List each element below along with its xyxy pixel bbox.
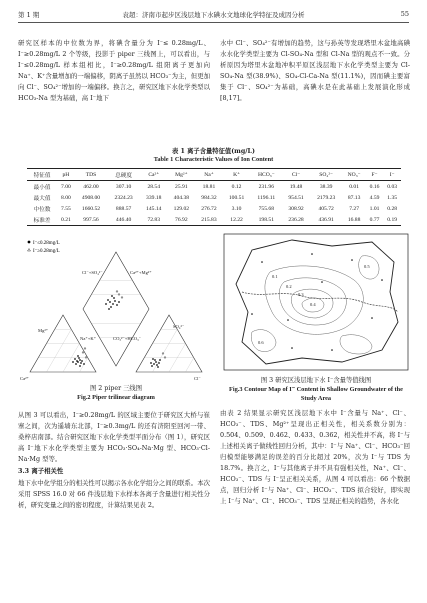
paragraph-correlation-results: 由表 2 结果显示研究区浅层地下水中 I⁻含量与 Na⁺、Cl⁻、HCO₃⁻、TDS、Mg²⁺呈现出正相关性，相关系数分别为：0.504、0.509、0.462、0.433、0.362，相关性并不高，将 I⁻与上述相关离子做线性回归分析，其中：I⁻与 Na⁺、Cl⁻、HCO₃⁻回归模型能够满足的误差的百分比超过 20%，次为 I⁻与 TDS 为 18.7%。换言之，I⁻与其他离子并不具有强相关性，Na⁺、Cl⁻、HCO₃⁻、TDS 与 I⁻呈正相关关系，从图 4 可以看出：66 个数据点，回归分析 I⁻与 Na⁺、Cl⁻、HCO₃⁻、TDS 拟合较好，即实现上 I⁻与 Na⁺、Cl⁻、HCO₃⁻、TDS 呈现正相关的趋势，各水化 bbox=[220, 409, 410, 505]
contour-label: 0.5 bbox=[364, 264, 370, 269]
table-cell: 446.40 bbox=[115, 216, 132, 223]
piper-points-diamond bbox=[105, 295, 120, 310]
table1-caption-cn: 表 1 离子含量特征值(mg/L) bbox=[172, 148, 255, 155]
clso4-axis-label: Cl⁻+SO₄²⁻ bbox=[82, 270, 103, 275]
camg-axis-label: Ca²⁺+Mg²⁺ bbox=[130, 270, 152, 275]
legend-label-low: I⁻≤0.28mg/L bbox=[33, 241, 60, 246]
table-cell: 19.48 bbox=[289, 183, 303, 190]
table-cell: 7.27 bbox=[349, 205, 359, 212]
table-header: K⁺ bbox=[233, 171, 241, 178]
table-cell: 7.00 bbox=[61, 183, 71, 190]
table-cell: 308.92 bbox=[288, 205, 304, 212]
table-cell: 18.81 bbox=[202, 183, 216, 190]
table-cell: 最小值 bbox=[33, 184, 51, 191]
contour-label: 0.3 bbox=[298, 292, 304, 297]
table-cell: 339.18 bbox=[146, 194, 162, 201]
paragraph-piper-intro: 研究区样本的中位数为界，将碘含量分为 I⁻≤ 0.28mg/L、I⁻≥0.28mg/L 2 个等级，投影于 piper 三线图上，可以看出，与 I⁻≤0.28mg/L 样本组相比，I⁻≥0.28mg/L 组阳离子更加向 Na⁺、K⁺含量增加的一端偏移，阴离子虽然以 HCO₃⁻为主，但更加向 Cl⁻、SO₄²⁻增加的一端偏移。换言之，研究区地下水化学类型以 HCO₃-Na 型为基础，高 I⁻地下 bbox=[18, 39, 210, 102]
cl-axis-label: Cl⁻ bbox=[194, 376, 201, 381]
piper-points-cation bbox=[72, 355, 85, 367]
table-cell: 436.91 bbox=[318, 216, 334, 223]
table-cell: 405.72 bbox=[318, 205, 334, 212]
piper-axis-labels bbox=[20, 270, 201, 381]
table-row bbox=[27, 203, 401, 214]
contour-label: 0.4 bbox=[310, 302, 316, 307]
table-header: Ca²⁺ bbox=[148, 171, 160, 178]
table-cell: 129.02 bbox=[173, 205, 190, 212]
running-header bbox=[18, 10, 409, 23]
table-cell: 12.22 bbox=[230, 216, 243, 223]
fig3-caption-en: Fig.3 Contour Map of I⁻ Content in Shallow Groundwater of the Study Area bbox=[229, 386, 403, 402]
table-cell: 307.10 bbox=[115, 183, 132, 190]
table-cell: 4908.00 bbox=[81, 194, 101, 201]
table-header: 特征值 bbox=[33, 172, 51, 179]
piper-points-anion bbox=[150, 358, 161, 368]
table-cell: 888.57 bbox=[115, 205, 132, 212]
table-header: I⁻ bbox=[389, 171, 395, 178]
fig2-caption bbox=[18, 384, 214, 402]
table-header: HCO₃⁻ bbox=[257, 171, 275, 178]
table-cell: 3.10 bbox=[231, 205, 242, 212]
table-cell: 87.13 bbox=[347, 194, 361, 201]
table-cell: 7.55 bbox=[61, 205, 71, 212]
paragraph-correlation-method: 地下水中化学组分的相关性可以揭示各水化学组分之间的联系。本次采用 SPSS 16.0 对 66 件浅层地下水样本各离子含量进行相关性分析，研究变量之间的密切程度，计算结果见表 2。 bbox=[18, 479, 210, 509]
paragraph-tarim-comparison: 水中 Cl⁻、SO₄²⁻有增加的趋势，这与孙英等发现塔里木盆地高碘水水化学类型主要为 Cl-SO₄-Na 型和 Cl-Na 型的观点不一致。分析原因为塔里木盆地冲积平原区浅层地下水化学类型主要为 Cl-SO₄-Na 型(38.9%)、SO₄-Cl-Ca-Na 型(11.1%)，因而碘主要富集于 Cl⁻、SO₄²⁻为基础，高碘水是在此基础上发展演化形成[8,17]。 bbox=[220, 39, 410, 102]
issue-number: 第 1 期 bbox=[18, 11, 40, 19]
section-heading: 3.3 离子相关性 bbox=[18, 467, 64, 475]
contour-label: 0.1 bbox=[272, 274, 278, 279]
table-cell: 1.35 bbox=[387, 194, 398, 201]
table-cell: 标准差 bbox=[33, 217, 51, 224]
table-cell: 404.38 bbox=[173, 194, 190, 201]
legend-label-high: I⁻≥0.28mg/L bbox=[33, 249, 60, 254]
table-cell: 72.83 bbox=[147, 216, 161, 223]
iodine-contour-map bbox=[222, 232, 410, 372]
table-header: pH bbox=[62, 171, 70, 178]
legend-marker-low bbox=[28, 241, 31, 244]
table-cell: 1660.52 bbox=[81, 205, 101, 212]
piper-legend bbox=[28, 241, 60, 254]
table-cell: 28.54 bbox=[147, 183, 161, 190]
fig2-caption-en: Fig.2 Piper trilinear diagram bbox=[77, 394, 155, 401]
fig2-caption-cn: 图 2 piper 三线图 bbox=[89, 385, 142, 392]
table-cell: 0.12 bbox=[231, 183, 242, 190]
mg-axis-label: Mg²⁺ bbox=[38, 328, 49, 333]
table-cell: 16.88 bbox=[347, 216, 361, 223]
table-cell: 2179.23 bbox=[317, 194, 336, 201]
fig3-caption bbox=[222, 376, 410, 403]
table-cell: 0.77 bbox=[369, 216, 380, 223]
table-header: Cl⁻ bbox=[291, 171, 301, 178]
table-cell: 0.03 bbox=[387, 183, 398, 190]
table-header: SO₄²⁻ bbox=[319, 171, 334, 178]
table-cell: 954.51 bbox=[288, 194, 304, 201]
table-header: 总硬度 bbox=[115, 172, 133, 179]
running-title: 袁超：济南市起步区浅层地下水碘水文地球化学特征及成因分析 bbox=[122, 11, 305, 19]
table-cell: 0.16 bbox=[369, 183, 380, 190]
table-header: Mg²⁺ bbox=[175, 171, 188, 178]
table-cell: 76.92 bbox=[175, 216, 188, 223]
table-cell: 最大值 bbox=[33, 195, 51, 202]
hco3-axis-label: CO₃²⁻+HCO₃⁻ bbox=[113, 336, 142, 341]
table-header: NO₃⁻ bbox=[347, 171, 361, 178]
table-cell: 984.32 bbox=[201, 194, 217, 201]
paragraph-fig3-discussion: 从图 3 可以看出，I⁻≥0.28mg/L 的区域主要位于研究区大桥与崔寨之间，次为遥墙东北部，I⁻≥0.3mg/L 的还有济阳至回河一带、桑梓店南部。结合研究区地下水化学类型平面分布（图 1），研究区高 I⁻地下水化学类型主要为 HCO₃·SO₄-Na·Mg 型、HCO₃·Cl-Na·Mg 型等。 bbox=[18, 411, 210, 463]
contour-label: 0.6 bbox=[258, 340, 264, 345]
table-cell: 0.19 bbox=[387, 216, 398, 223]
table-cell: 215.83 bbox=[201, 216, 217, 223]
ion-content-table bbox=[27, 168, 401, 226]
page-number: 55 bbox=[400, 10, 409, 18]
table-cell: 755.68 bbox=[258, 205, 274, 212]
table1-caption-en: Table 1 Characteristic Values of Ion Content bbox=[153, 156, 274, 163]
table-cell: 2324.23 bbox=[114, 194, 133, 201]
table-cell: 198.51 bbox=[258, 216, 274, 223]
table-cell: 0.28 bbox=[387, 205, 398, 212]
na-axis-label: Na⁺+K⁺ bbox=[80, 336, 97, 341]
table-cell: 145.14 bbox=[146, 205, 162, 212]
table-header: TDS bbox=[85, 171, 97, 178]
table-cell: 276.72 bbox=[201, 205, 217, 212]
table-cell: 4.59 bbox=[369, 194, 380, 201]
contour-label: 0.2 bbox=[286, 284, 292, 289]
table-cell: 1.01 bbox=[369, 205, 380, 212]
table-cell: 0.01 bbox=[349, 183, 359, 190]
table-cell: 231.96 bbox=[258, 183, 274, 190]
so4-axis-label: SO₄²⁻ bbox=[173, 324, 185, 329]
table-header: Na⁺ bbox=[204, 171, 214, 178]
table-cell: 1196.11 bbox=[257, 194, 276, 201]
table-row bbox=[27, 192, 401, 203]
map-frame bbox=[224, 234, 408, 370]
table-cell: 中位数 bbox=[33, 206, 51, 213]
legend-marker-high bbox=[28, 249, 31, 252]
table-cell: 38.39 bbox=[319, 183, 333, 190]
table-header-row bbox=[27, 169, 401, 181]
table-cell: 462.00 bbox=[83, 183, 99, 190]
table-cell: 997.56 bbox=[83, 216, 99, 223]
piper-points-high-iodine bbox=[82, 290, 166, 358]
table-cell: 25.91 bbox=[175, 183, 188, 190]
table-cell: 236.28 bbox=[288, 216, 304, 223]
piper-diagram bbox=[18, 232, 214, 382]
ca-axis-label: Ca²⁺ bbox=[20, 376, 29, 381]
table-header: F⁻ bbox=[371, 171, 378, 178]
table-cell: 0.21 bbox=[61, 216, 71, 223]
table-row bbox=[27, 181, 401, 193]
table-row bbox=[27, 214, 401, 226]
fig3-caption-cn: 图 3 研究区浅层地下水 I⁻含量等值线图 bbox=[260, 377, 372, 384]
piper-gridlines bbox=[38, 281, 194, 373]
table-cell: 8.00 bbox=[61, 194, 71, 201]
table-cell: 100.51 bbox=[228, 194, 245, 201]
